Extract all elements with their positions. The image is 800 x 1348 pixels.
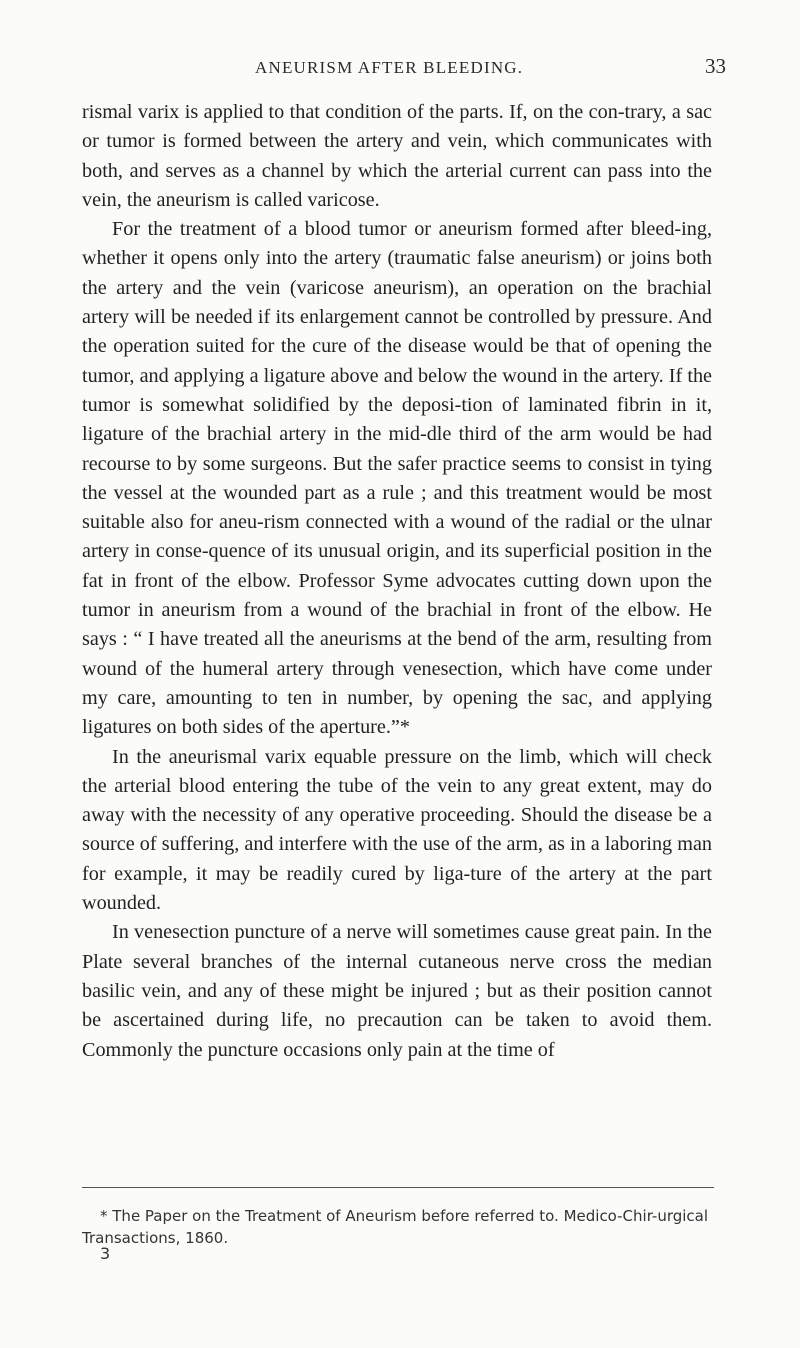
footnote-text: * The Paper on the Treatment of Aneurism before referred to. Medico-Chir-urgical Transactions, 1860. (82, 1207, 709, 1247)
paragraph-1: rismal varix is applied to that condition of the parts. If, on the con-trary, a sac or tumor is formed between the artery and vein, which communicates with both, and serves as a channel by which the arterial current can pass into the vein, the aneurism is called varicose. (82, 101, 712, 211)
footnote (82, 1205, 714, 1249)
paragraph-3: In the aneurismal varix equable pressure on the limb, which will check the arterial blood entering the tube of the vein to any great extent, may do away with the necessity of any operative proceeding. Should the disease be a source of suffering, and interfere with the use of the arm, as in a laboring man for example, it may be readily cured by liga-ture of the artery at the part wounded. (82, 745, 712, 915)
page-number: 33 (705, 54, 726, 78)
footnote-rule (82, 1187, 714, 1188)
body-text (82, 98, 712, 1065)
paragraph-2: For the treatment of a blood tumor or aneurism formed after bleed-ing, whether it opens only into the artery (traumatic false aneurism) or joins both the artery and the vein (varicose aneurism), an operation on the brachial artery will be needed if its enlargement cannot be controlled by pressure. And the operation suited for the cure of the disease would be that of opening the tumor, and applying a ligature above and below the wound in the artery. If the tumor is somewhat solidified by the deposi-tion of laminated fibrin in it, ligature of the brachial artery in the mid-dle third of the arm would be had recourse to by some surgeons. But the safer practice seems to consist in tying the vessel at the wounded part as a rule ; and this treatment would be most suitable also for aneu-rism connected with a wound of the radial or the ulnar artery in conse-quence of its unusual origin, and its superficial position in the fat in front of the elbow. Professor Syme advocates cutting down upon the tumor in aneurism from a wound of the brachial in front of the elbow. He says : “ I have treated all the aneurisms at the bend of the arm, resulting from wound of the humeral artery through venesection, which have come under my care, amounting to ten in number, by opening the sac, and applying ligatures on both sides of the aperture.”* (82, 218, 712, 739)
paragraph-4: In venesection puncture of a nerve will sometimes cause great pain. In the Plate several branches of the internal cutaneous nerve cross the median basilic vein, and any of these might be injured ; but as their position cannot be ascertained during life, no precaution can be taken to avoid them. Commonly the puncture occasions only pain at the time of (82, 921, 712, 1061)
signature-mark: 3 (100, 1244, 111, 1263)
running-title: ANEURISM AFTER BLEEDING. (255, 58, 524, 77)
running-head (0, 48, 800, 88)
